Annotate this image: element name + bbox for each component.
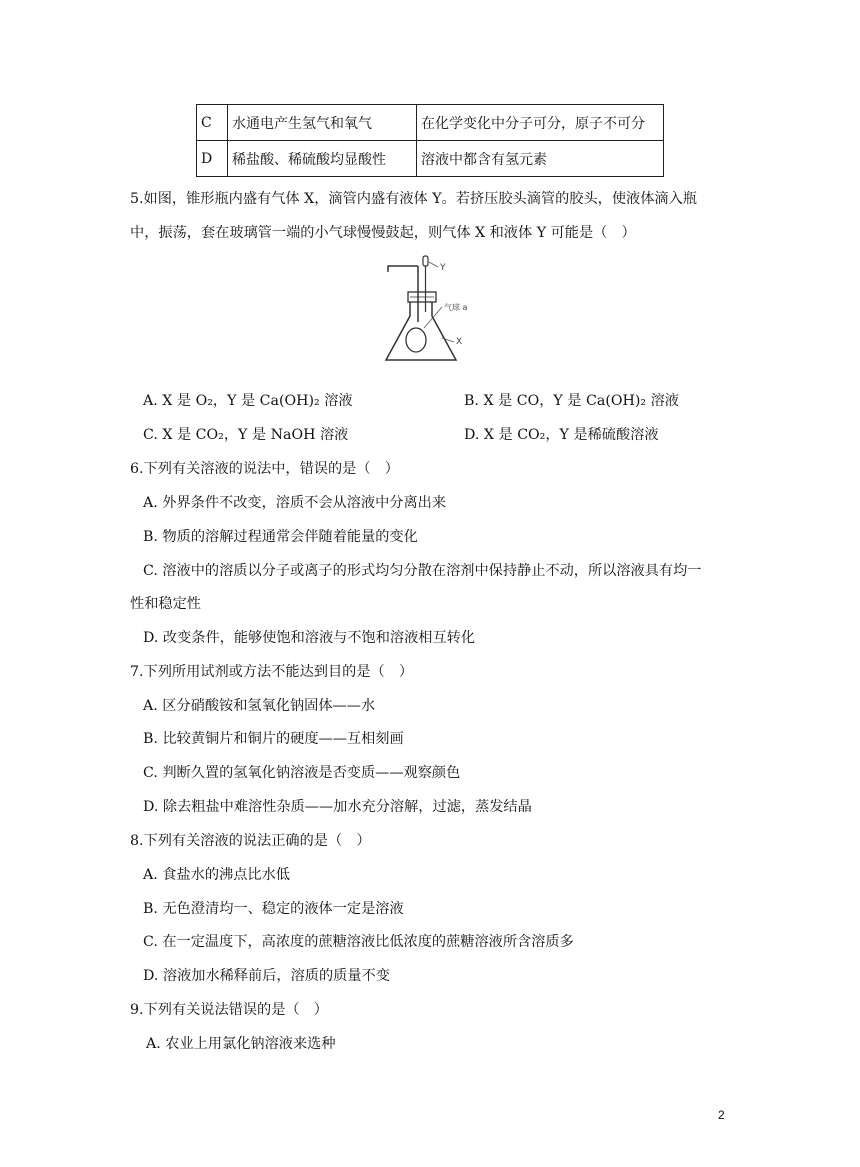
q7-stem: 7.下列所用试剂或方法不能达到目的是（ ） (130, 664, 414, 680)
q5-option-d: D. X 是 CO₂，Y 是稀硫酸溶液 (464, 427, 659, 443)
flask-apparatus-figure (380, 252, 490, 370)
label-balloon: 气球 a (444, 303, 468, 312)
q8-option-d: D. 溶液加水稀释前后，溶质的质量不变 (143, 968, 390, 984)
row-fact: 水通电产生氢气和氧气 (228, 105, 417, 141)
q8-stem: 8.下列有关溶液的说法正确的是（ ） (130, 833, 371, 849)
options-table (196, 104, 664, 177)
q7-option-d: D. 除去粗盐中难溶性杂质——加水充分溶解，过滤，蒸发结晶 (143, 799, 532, 815)
table-row (197, 141, 664, 177)
q6-option-b: B. 物质的溶解过程通常会伴随着能量的变化 (143, 529, 418, 545)
q7-option-a: A. 区分硝酸铵和氢氧化钠固体——水 (143, 698, 376, 714)
q5-option-b: B. X 是 CO，Y 是 Ca(OH)₂ 溶液 (464, 393, 679, 409)
q6-option-a: A. 外界条件不改变，溶质不会从溶液中分离出来 (143, 495, 447, 511)
q6-option-c-line1: C. 溶液中的溶质以分子或离子的形式均匀分散在溶剂中保持静止不动，所以溶液具有均一 (143, 563, 702, 579)
q5-option-c: C. X 是 CO₂，Y 是 NaOH 溶液 (143, 427, 349, 443)
table-row (197, 105, 664, 141)
row-explanation: 溶液中都含有氢元素 (417, 141, 664, 177)
q5-option-a: A. X 是 O₂，Y 是 Ca(OH)₂ 溶液 (143, 393, 353, 409)
q9-option-a: A. 农业上用氯化钠溶液来选种 (146, 1036, 336, 1052)
q8-option-a: A. 食盐水的沸点比水低 (143, 867, 290, 883)
row-key: C (197, 105, 228, 141)
q9-stem: 9.下列有关说法错误的是（ ） (130, 1002, 328, 1018)
q5-stem-line1: 5.如图，锥形瓶内盛有气体 X，滴管内盛有液体 Y。若挤压胶头滴管的胶头，使液体滴入瓶 (130, 191, 697, 207)
q6-option-d: D. 改变条件，能够使饱和溶液与不饱和溶液相互转化 (143, 630, 476, 646)
page-number: 2 (718, 1108, 725, 1122)
q7-option-b: B. 比较黄铜片和铜片的硬度——互相刻画 (143, 731, 404, 747)
label-y: Y (440, 263, 446, 273)
row-fact: 稀盐酸、稀硫酸均显酸性 (228, 141, 417, 177)
row-key: D (197, 141, 228, 177)
label-x: X (456, 337, 463, 347)
q6-option-c-line2: 性和稳定性 (130, 596, 201, 612)
row-explanation: 在化学变化中分子可分，原子不可分 (417, 105, 664, 141)
q6-stem: 6.下列有关溶液的说法中，错误的是（ ） (130, 461, 399, 477)
q5-stem-line2: 中，振荡，套在玻璃管一端的小气球慢慢鼓起，则气体 X 和液体 Y 可能是（ ） (130, 225, 636, 241)
q8-option-c: C. 在一定温度下，高浓度的蔗糖溶液比低浓度的蔗糖溶液所含溶质多 (143, 934, 574, 950)
q7-option-c: C. 判断久置的氢氧化钠溶液是否变质——观察颜色 (143, 765, 461, 781)
q8-option-b: B. 无色澄清均一、稳定的液体一定是溶液 (143, 901, 404, 917)
